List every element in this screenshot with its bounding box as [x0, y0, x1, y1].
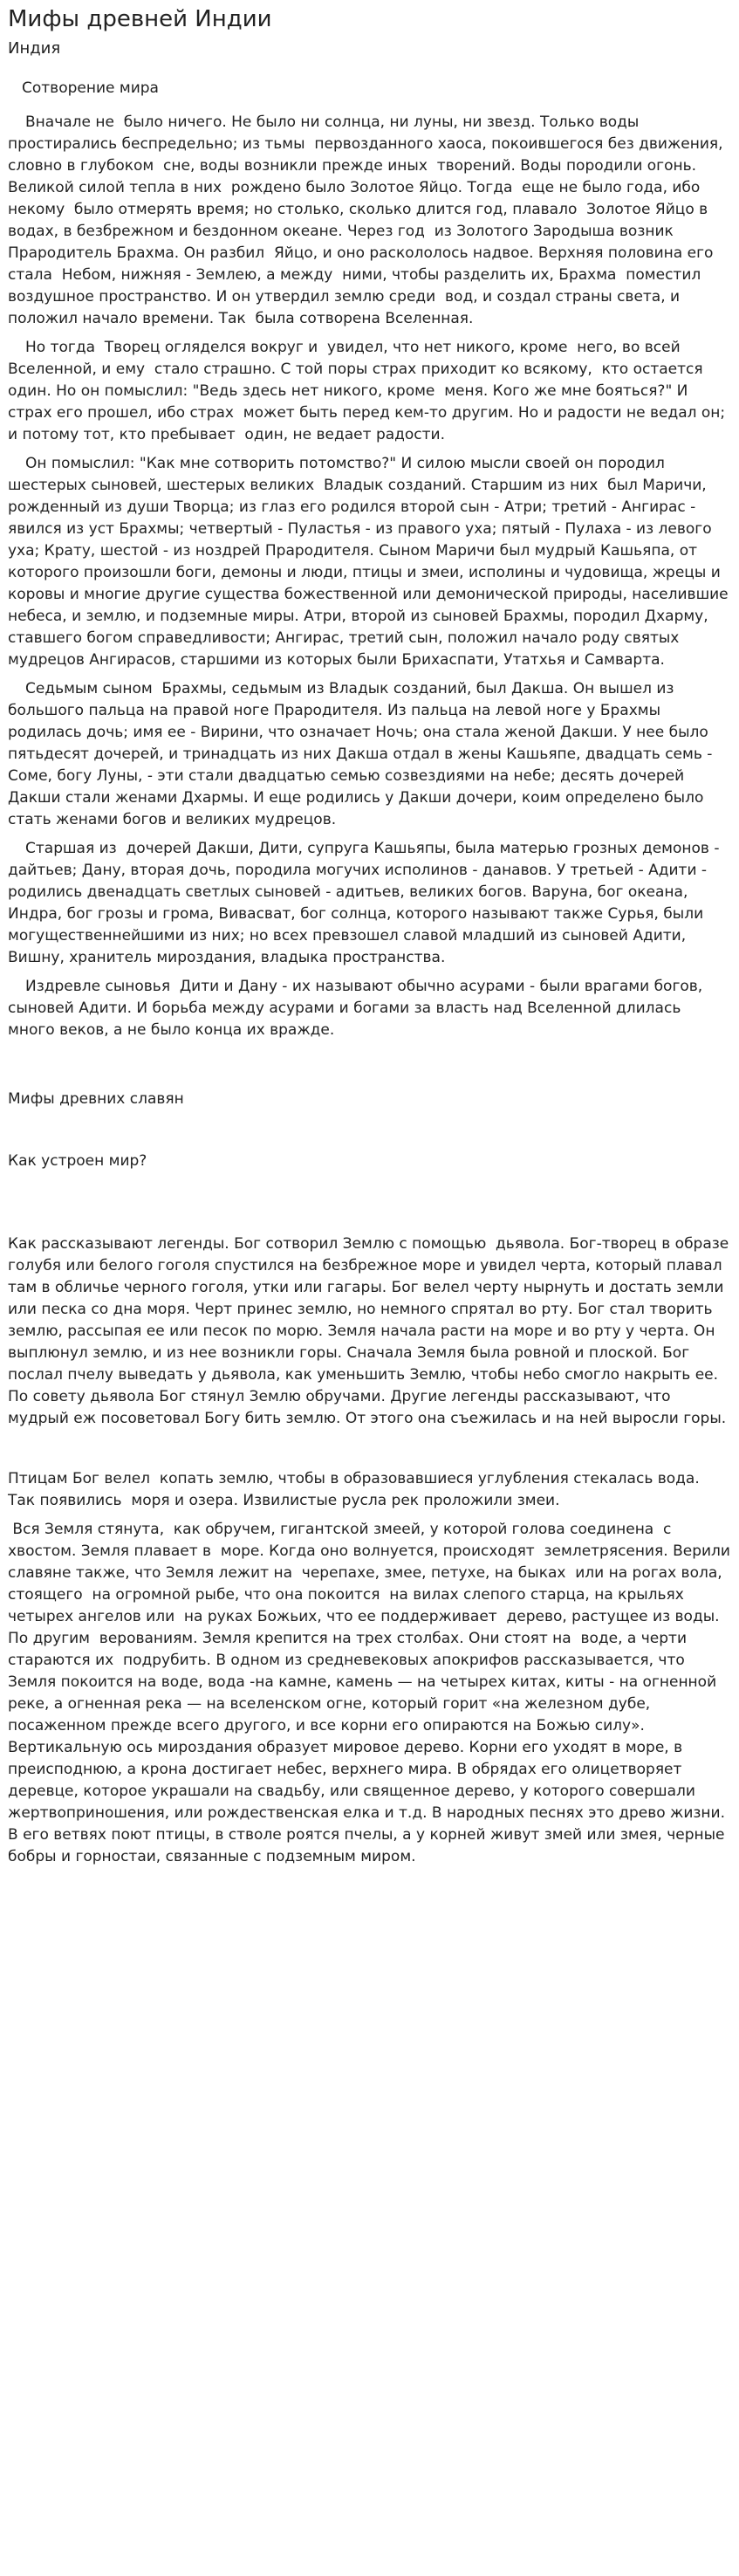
page-subtitle: Индия [8, 39, 61, 58]
spacer [8, 1437, 730, 1468]
paragraph: Как рассказывают легенды. Бог сотворил Землю с помощью дьявола. Бог-творец в образе голубя или белого гоголя спустился на безбрежное море и увидел черта, который плавал там в обличье черного гоголя, утки или гагары. Бог велел черту нырнуть и достать земли или песка со дна моря. Черт принес землю, но немного спрятал во рту. Бог стал творить землю, рассыпая ее или песок по морю. Земля начала расти на море и во рту у черта. Он выплюнул землю, и из нее возникли горы. Сначала Земля была ровной и плоской. Бог послал пчелу выведать у дьявола, как уменьшить Землю, чтобы небо смогло накрыть ее. По совету дьявола Бог стянул Землю обручами. Другие легенды рассказывают, что мудрый еж посоветовал Богу бить землю. От этого она съежилась и на ней выросли горы. [8, 1235, 734, 1427]
spacer [8, 1172, 730, 1233]
page-title: Мифы древней Индии [8, 6, 272, 32]
section-title-creation: Сотворение мира [22, 79, 159, 97]
paragraph: Но тогда Творец огляделся вокруг и увидел, что нет никого, кроме него, во всей Вселенной, и ему стало страшно. С той поры страх приходит ко всякому, кто остается один. Но он помыслил: "Ведь здесь нет никого, кроме меня. Кого же мне бояться?" И страх его прошел, ибо страх может быть перед кем-то другим. Но и радости не ведал он; и потому тот, кто пребывает один, не ведает радости. [8, 339, 730, 443]
paragraph: Птицам Бог велел копать землю, чтобы в образовавшиеся углубления стекалась вода. Так появились моря и озера. Извилистые русла рек проложили змеи. [8, 1470, 705, 1509]
spacer [8, 1048, 730, 1089]
paragraph: Вся Земля стянута, как обручем, гигантской змеей, у которой голова соединена с хвостом. Земля плавает в море. Когда оно волнуется, происходят землетрясения. Верили славяне также, что Земля лежит на черепахе, змее, петухе, на быках или на рогах вола, стоящего на огромной рыбе, что она покоится на вилах слепого старца, на крыльях четырех ангелов или на руках Божьих, что ее поддерживает дерево, растущее из воды. По другим верованиям. Земля крепится на трех столбах. Они стоят на воде, а черти стараются их подрубить. В одном из средневековых апокрифов рассказывается, что Земля покоится на воде, вода -на камне, камень — на четырех китах, киты - на огненной реке, а огненная река — на вселенском огне, который горит «на железном дубе, посаженном прежде всего другого, и все корни его опираются на Божью силу». Вертикальную ось мироздания образует мировое дерево. Корни его уходят в море, в преисподнюю, а крона достигает небес, верхнего мира. В обрядах его олицетворяет деревце, которое украшали на свадьбу, или священное дерево, у которого совершали жертвоприношения, или рождественская елка и т.д. В народных песнях это древо жизни. В его ветвях поют птицы, в стволе роятся пчелы, а у корней живут змей или змея, черные бобры и горностаи, связанные с подземным миром. [8, 1521, 736, 1865]
section-title-slavs: Мифы древних славян [8, 1090, 184, 1108]
paragraph: Издревле сыновья Дити и Дану - их называют обычно асурами - были врагами богов, сыновей Адити. И борьба между асурами и богами за власть над Вселенной длилась много веков, а не было конца их вражде. [8, 978, 708, 1039]
paragraph: Он помыслил: "Как мне сотворить потомство?" И силою мысли своей он породил шестерых сыновей, шестерых великих Владык созданий. Старшим из них был Маричи, рожденный из души Творца; из глаз его родился второй сын - Атри; третий - Ангирас - явился из уст Брахмы; четвертый - Пуластья - из правого уха; пятый - Пулаха - из левого уха; Крату, шестой - из ноздрей Прародителя. Сыном Маричи был мудрый Кашьяпа, от которого произошли боги, демоны и люди, птицы и змеи, исполины и чудовища, жрецы и коровы и многие другие существа божественной или демонической природы, населившие небеса, и землю, и подземные миры. Атри, второй из сыновей Брахмы, породил Дхарму, ставшего богом справедливости; Ангирас, третий сын, положил начало роду святых мудрецов Ангирасов, старшими из которых были Брихаспати, Утатхья и Самварта. [8, 455, 734, 669]
section-question: Как устроен мир? [8, 1152, 147, 1170]
paragraph: Старшая из дочерей Дакши, Дити, супруга Кашьяпы, была матерью грозных демонов - дайтьев; Дану, вторая дочь, породила могучих исполинов - данавов. У третьей - Адити - родились двенадцать светлых сыновей - адитьев, великих богов. Варуна, бог океана, Индра, бог грозы и грома, Вивасват, бог солнца, которого называют также Сурья, были могущественнейшими из них; но всех превзошел славой младший из сыновей Адити, Вишну, хранитель мироздания, владыка пространства. [8, 840, 724, 966]
document-page [8, 5, 736, 1875]
paragraph: Вначале не было ничего. Не было ни солнца, ни луны, ни звезд. Только воды простирались беспредельно; из тьмы первозданного хаоса, покоившегося без движения, словно в глубоком сне, воды возникли прежде иных творений. Воды породили огонь. Великой силой тепла в них рождено было Золотое Яйцо. Тогда еще не было года, ибо некому было отмерять время; но столько, сколько длится год, плавало Золотое Яйцо в водах, в безбрежном и бездонном океане. Через год из Золотого Зародыша возник Прародитель Брахма. Он разбил Яйцо, и оно раскололось надвое. Верхняя половина его стала Небом, нижняя - Землею, а между ними, чтобы разделить их, Брахма поместил воздушное пространство. И он утвердил землю среди вод, и создал страны света, и положил начало времени. Так была сотворена Вселенная. [8, 113, 728, 327]
spacer [8, 1110, 730, 1151]
paragraph: Седьмым сыном Брахмы, седьмым из Владык созданий, был Дакша. Он вышел из большого пальца на правой ноге Прародителя. Из пальца на левой ноге у Брахмы родилась дочь; имя ее - Вирини, что означает Ночь; она стала женой Дакши. У нее было пятьдесят дочерей, и тринадцать из них Дакша отдал в жены Кашьяпе, двадцать семь - Соме, богу Луны, - эти стали двадцатью семью созвездиями на небе; десять дочерей Дакши стали женами Дхармы. И еще родились у Дакши дочери, коим определено было стать женами богов и великих мудрецов. [8, 680, 717, 828]
